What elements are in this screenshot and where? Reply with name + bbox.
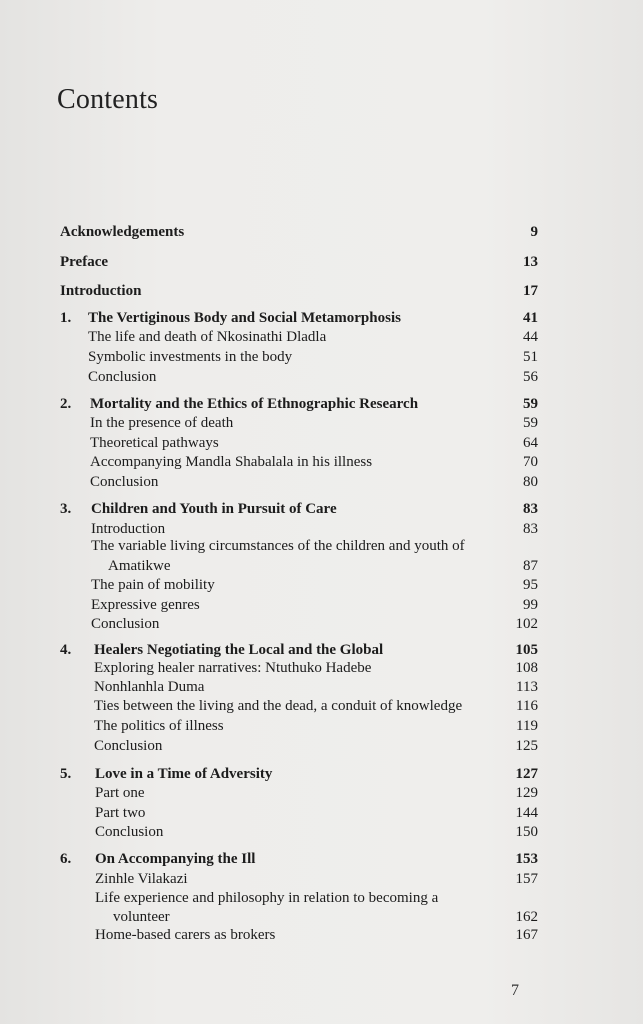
section-title: Life experience and philosophy in relation to becoming a (95, 890, 439, 906)
toc-page-number: 95 (523, 577, 538, 593)
toc-page-number: 125 (515, 738, 538, 754)
toc-section-row (0, 869, 643, 889)
toc-page-number: 80 (523, 474, 538, 490)
chapter-number: 5. (60, 766, 72, 782)
toc-chapter-row (0, 281, 643, 301)
toc-page-number: 17 (523, 283, 538, 299)
toc-page-number: 105 (515, 642, 538, 658)
chapter-number: 2. (60, 396, 72, 412)
toc-section-row (0, 367, 643, 387)
chapter-title: Mortality and the Ethics of Ethnographic Research (90, 396, 419, 412)
section-title: Conclusion (90, 474, 159, 490)
section-title: Ties between the living and the dead, a conduit of knowledge (94, 698, 463, 714)
toc-page-number: 108 (515, 660, 538, 676)
toc-chapter-row (0, 764, 643, 784)
page-number: 7 (511, 982, 519, 999)
toc-page-number: 59 (523, 415, 538, 431)
toc-section-row (0, 783, 643, 803)
toc-section-row (0, 452, 643, 472)
toc-page-number: 64 (523, 435, 538, 451)
chapter-title: Acknowledgements (60, 224, 185, 240)
toc-section-row (0, 822, 643, 842)
section-title: Theoretical pathways (90, 435, 219, 451)
toc-page-number: 41 (523, 310, 538, 326)
section-title: volunteer (113, 909, 170, 925)
toc-page-number: 144 (515, 805, 538, 821)
section-title: Amatikwe (108, 558, 171, 574)
section-title: Conclusion (88, 369, 157, 385)
toc-chapter-row (0, 499, 643, 519)
toc-section-row (0, 347, 643, 367)
toc-page-number: 9 (530, 224, 538, 240)
toc-section-row (0, 696, 643, 716)
section-title: Symbolic investments in the body (88, 349, 293, 365)
toc-section-row (0, 556, 643, 576)
toc-page-number: 167 (515, 927, 538, 943)
section-title: Part one (95, 785, 145, 801)
section-title: The variable living circumstances of the children and youth of (91, 538, 465, 554)
toc-section-row (0, 614, 643, 634)
toc-page-number: 127 (515, 766, 538, 782)
toc-chapter-row (0, 849, 643, 869)
toc-page-number: 44 (523, 329, 538, 345)
toc-section-row (0, 677, 643, 697)
toc-chapter-row (0, 222, 643, 242)
toc-page-number: 59 (523, 396, 538, 412)
section-title: Accompanying Mandla Shabalala in his illness (90, 454, 373, 470)
section-title: Expressive genres (91, 597, 200, 613)
toc-section-row (0, 595, 643, 615)
toc-section-row (0, 925, 643, 945)
toc-page-number: 150 (515, 824, 538, 840)
section-title: Conclusion (94, 738, 163, 754)
toc-page-number: 13 (523, 254, 538, 270)
toc-page-number: 87 (523, 558, 538, 574)
toc-section-row (0, 536, 643, 556)
toc-section-row (0, 803, 643, 823)
chapter-number: 4. (60, 642, 72, 658)
toc-section-row (0, 736, 643, 756)
chapter-title: On Accompanying the Ill (95, 851, 256, 867)
chapter-number: 6. (60, 851, 72, 867)
section-title: Home-based carers as brokers (95, 927, 276, 943)
toc-page-number: 83 (523, 521, 538, 537)
section-title: Conclusion (95, 824, 164, 840)
toc-chapter-row (0, 640, 643, 660)
toc-page-number: 56 (523, 369, 538, 385)
toc-page-number: 102 (515, 616, 538, 632)
toc-chapter-row (0, 308, 643, 328)
toc-page-number: 119 (516, 718, 538, 734)
section-title: Zinhle Vilakazi (95, 871, 188, 887)
toc-section-row (0, 413, 643, 433)
toc-section-row (0, 433, 643, 453)
section-title: Exploring healer narratives: Ntuthuko Hadebe (94, 660, 372, 676)
section-title: In the presence of death (90, 415, 234, 431)
chapter-title: The Vertiginous Body and Social Metamorphosis (88, 310, 401, 326)
chapter-number: 3. (60, 501, 72, 517)
chapter-title: Preface (60, 254, 109, 270)
chapter-title: Children and Youth in Pursuit of Care (91, 501, 337, 517)
toc-page-number: 51 (523, 349, 538, 365)
section-title: Nonhlanhla Duma (94, 679, 205, 695)
toc-page-number: 157 (515, 871, 538, 887)
toc-page-number: 129 (515, 785, 538, 801)
section-title: The life and death of Nkosinathi Dladla (88, 329, 327, 345)
section-title: Conclusion (91, 616, 160, 632)
toc-page-number: 83 (523, 501, 538, 517)
section-title: Introduction (91, 521, 166, 537)
section-title: Part two (95, 805, 146, 821)
toc-section-row (0, 472, 643, 492)
toc-section-row (0, 888, 643, 908)
chapter-title: Healers Negotiating the Local and the Global (94, 642, 384, 658)
toc-section-row (0, 575, 643, 595)
toc-chapter-row (0, 394, 643, 414)
toc-section-row (0, 658, 643, 678)
toc-section-row (0, 327, 643, 347)
toc-page-number: 113 (516, 679, 538, 695)
toc-page-number: 153 (515, 851, 538, 867)
chapter-title: Introduction (60, 283, 142, 299)
toc-section-row (0, 716, 643, 736)
toc-chapter-row (0, 252, 643, 272)
chapter-title: Love in a Time of Adversity (95, 766, 273, 782)
toc-page-number: 99 (523, 597, 538, 613)
toc-page-number: 116 (516, 698, 538, 714)
toc-page-number: 162 (515, 909, 538, 925)
toc-section-row (0, 907, 643, 927)
chapter-number: 1. (60, 310, 72, 326)
section-title: The politics of illness (94, 718, 224, 734)
section-title: The pain of mobility (91, 577, 215, 593)
page-title: Contents (57, 84, 159, 115)
toc-page-number: 70 (523, 454, 538, 470)
